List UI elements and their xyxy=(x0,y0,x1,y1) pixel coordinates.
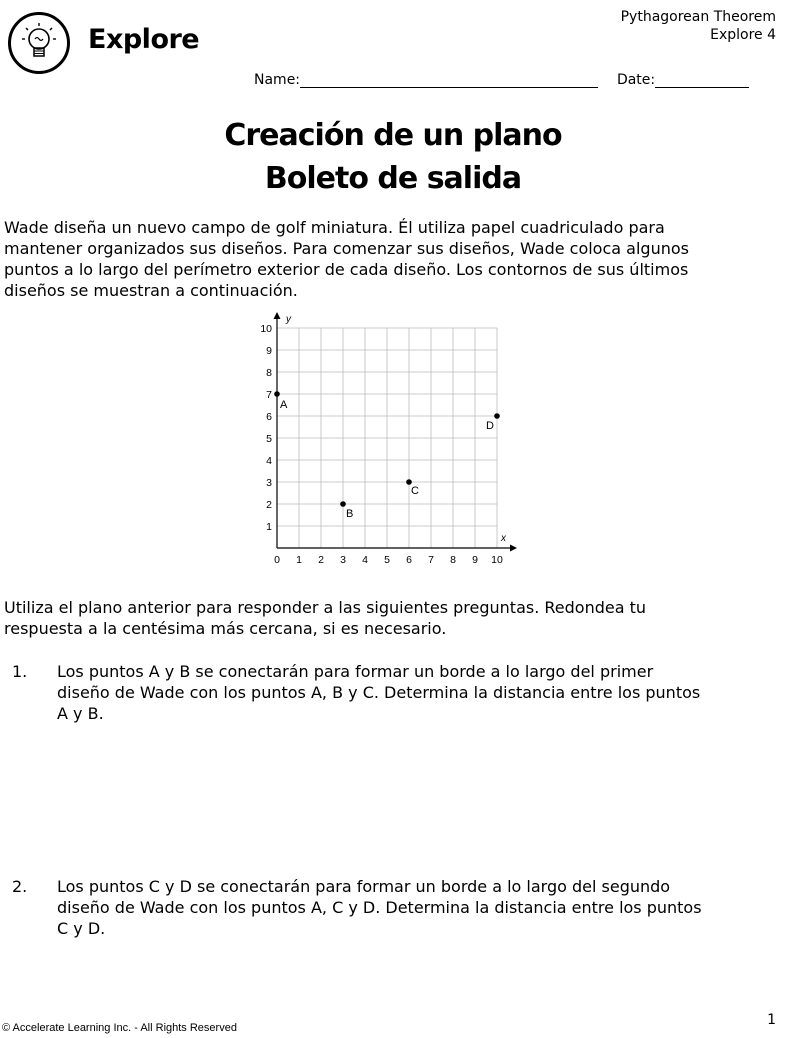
intro-line: mantener organizados sus diseños. Para comenzar sus diseños, Wade coloca algunos xyxy=(4,239,689,258)
name-label: Name: xyxy=(254,72,301,88)
intro-paragraph xyxy=(4,217,780,301)
point-a xyxy=(274,391,280,397)
x-tick-label: 7 xyxy=(428,554,434,566)
question-line: Los puntos A y B se conectarán para formar un borde a lo largo del primer xyxy=(57,662,654,681)
intro-line: diseños se muestran a continuación. xyxy=(4,281,298,300)
x-tick-label: 10 xyxy=(491,554,503,566)
point-label-a: A xyxy=(280,399,288,411)
point-c xyxy=(406,479,412,485)
y-tick-label: 9 xyxy=(266,345,272,357)
question-line: diseño de Wade con los puntos A, C y D. Determina la distancia entre los puntos xyxy=(57,898,702,917)
date-field[interactable] xyxy=(655,73,749,88)
point-label-d: D xyxy=(486,420,494,432)
y-axis-label: y xyxy=(286,314,291,325)
instructions-paragraph xyxy=(4,597,780,639)
question-line: C y D. xyxy=(57,919,106,938)
y-tick-label: 2 xyxy=(266,499,272,511)
y-tick-label: 8 xyxy=(266,367,272,379)
question-line: Los puntos C y D se conectarán para formar un borde a lo largo del segundo xyxy=(57,877,671,896)
lightbulb-icon xyxy=(11,15,67,71)
instructions-line: Utiliza el plano anterior para responder a las siguientes preguntas. Redondea tu xyxy=(4,598,647,617)
x-tick-label: 8 xyxy=(450,554,456,566)
question-line: A y B. xyxy=(57,704,104,723)
question-line: diseño de Wade con los puntos A, B y C. Determina la distancia entre los puntos xyxy=(57,683,701,702)
page-subtitle: Boleto de salida xyxy=(264,161,522,196)
question-2-number: 2. xyxy=(12,877,28,896)
x-tick-label: 0 xyxy=(274,554,280,566)
name-date-row xyxy=(254,72,749,88)
point-d xyxy=(494,413,500,419)
question-1-text xyxy=(57,661,779,724)
y-tick-label: 6 xyxy=(266,411,272,423)
y-tick-label: 10 xyxy=(260,323,272,335)
subtopic-title: Explore 4 xyxy=(710,27,776,43)
x-axis-arrow xyxy=(510,545,517,552)
name-field[interactable] xyxy=(300,73,598,88)
x-tick-label: 6 xyxy=(406,554,412,566)
x-tick-label: 9 xyxy=(472,554,478,566)
topic-title: Pythagorean Theorem xyxy=(620,9,776,25)
x-tick-label: 2 xyxy=(318,554,324,566)
page-number: 1 xyxy=(767,1012,776,1028)
coordinate-plane xyxy=(250,304,530,570)
topic-header xyxy=(621,8,776,44)
y-tick-label: 7 xyxy=(266,389,272,401)
intro-line: puntos a lo largo del perímetro exterior de cada diseño. Los contornos de sus últimos xyxy=(4,260,689,279)
intro-line: Wade diseña un nuevo campo de golf miniatura. Él utiliza papel cuadriculado para xyxy=(4,218,665,237)
x-tick-label: 3 xyxy=(340,554,346,566)
date-label: Date: xyxy=(616,72,656,88)
explore-logo xyxy=(8,12,70,74)
copyright-footer: © Accelerate Learning Inc. - All Rights Reserved xyxy=(2,1022,237,1034)
page-title: Creación de un plano xyxy=(224,118,562,153)
y-tick-label: 5 xyxy=(266,433,272,445)
y-tick-label: 4 xyxy=(266,455,272,467)
point-b xyxy=(340,501,346,507)
x-axis-label: x xyxy=(501,533,506,544)
y-tick-label: 1 xyxy=(266,521,272,533)
point-label-c: C xyxy=(411,485,419,497)
y-axis-arrow xyxy=(274,312,281,319)
y-tick-label: 3 xyxy=(266,477,272,489)
section-label: Explore xyxy=(88,24,200,55)
question-1-number: 1. xyxy=(12,662,28,681)
x-tick-label: 4 xyxy=(362,554,368,566)
instructions-line: respuesta a la centésima más cercana, si es necesario. xyxy=(4,619,447,638)
x-tick-label: 5 xyxy=(384,554,390,566)
question-2-text xyxy=(57,876,779,939)
point-label-b: B xyxy=(346,508,354,520)
x-tick-label: 1 xyxy=(296,554,302,566)
